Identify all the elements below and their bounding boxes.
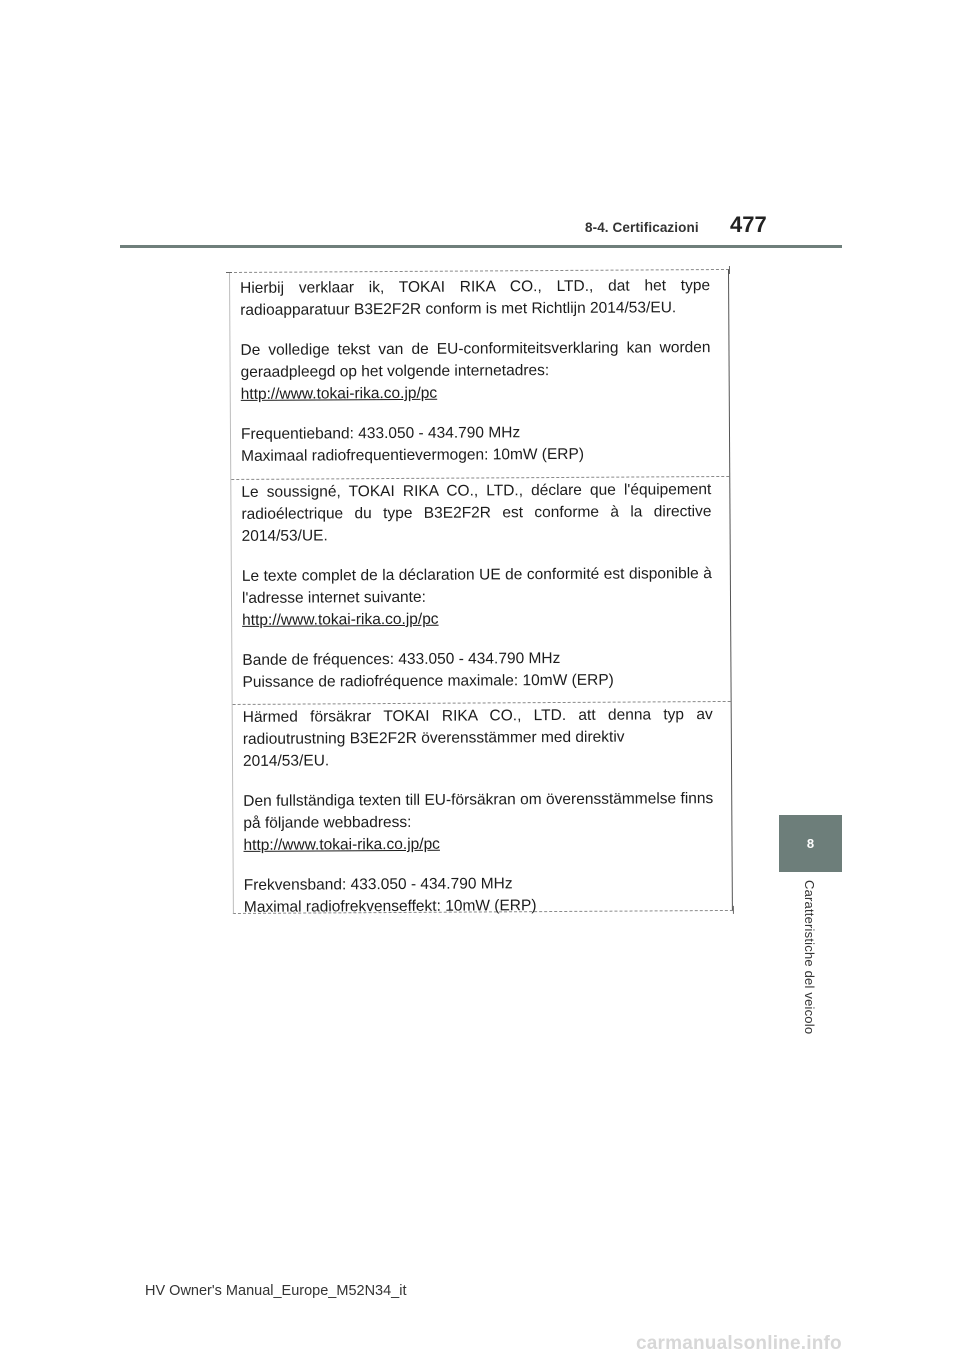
corner-mark [733, 906, 734, 914]
intro-line: Hierbij verklaar ik, TOKAI RIKA CO., LTD., dat het type [240, 277, 711, 297]
full-text-line: l'adresse internet suivante: [241, 588, 426, 607]
manual-identifier: HV Owner's Manual_Europe_M52N34_it [145, 1283, 407, 1299]
declaration-french [231, 479, 730, 694]
intro-line: radioélectrique du type B3E2F2R est conforme à la directive [241, 503, 712, 523]
max-power: Maximaal radiofrequentievermogen: 10mW (ERP) [241, 445, 585, 465]
intro-line: radioapparatuur B3E2F2R conform is met Richtlijn 2014/53/EU. [240, 299, 677, 319]
declaration-swedish [233, 704, 732, 919]
full-text-line: De volledige tekst van de EU-conformiteitsverklaring kan worden [240, 339, 711, 359]
page-number: 477 [730, 212, 767, 237]
declaration-url-link[interactable]: http://www.tokai-rika.co.jp/pc [243, 835, 440, 854]
declaration-url-link[interactable]: http://www.tokai-rika.co.jp/pc [240, 384, 438, 403]
header-rule [120, 245, 842, 248]
intro-paragraph [241, 479, 711, 548]
corner-mark [729, 266, 730, 274]
intro-line: radioutrustning B3E2F2R överensstämmer med direktiv 2014/53/EU. [242, 728, 625, 770]
full-text-paragraph [243, 788, 713, 857]
chapter-title: Caratteristiche del veicolo [802, 880, 817, 1035]
technical-data [241, 421, 711, 468]
frequency-band: Frequentieband: 433.050 - 434.790 MHz [240, 424, 521, 443]
intro-line: Härmed försäkrar TOKAI RIKA CO., LTD. att denna typ av [242, 706, 713, 726]
watermark: carmanualsonline.info [636, 1333, 842, 1354]
chapter-title-container [779, 880, 842, 1060]
full-text-line: Le texte complet de la déclaration UE de conformité est disponible à [241, 565, 712, 585]
corner-mark [226, 272, 232, 273]
chapter-tab[interactable] [779, 815, 842, 872]
intro-line: Le soussigné, TOKAI RIKA CO., LTD., déclare que l'équipement [241, 481, 712, 501]
intro-paragraph [240, 275, 710, 322]
declaration-dutch [230, 275, 729, 468]
technical-data [244, 872, 714, 919]
full-text-line: geraadpleegd op het volgende internetadres: [240, 362, 550, 381]
full-text-paragraph [240, 337, 710, 406]
intro-line: 2014/53/UE. [241, 527, 328, 545]
chapter-number: 8 [806, 836, 815, 851]
declaration-url-link[interactable]: http://www.tokai-rika.co.jp/pc [242, 610, 439, 629]
frequency-band: Frekvensband: 433.050 - 434.790 MHz [243, 875, 513, 894]
technical-data [242, 647, 712, 694]
declaration-of-conformity-box [229, 269, 733, 914]
max-power: Puissance de radiofréquence maximale: 10mW (ERP) [242, 671, 614, 691]
max-power: Maximal radiofrekvenseffekt: 10mW (ERP) [243, 897, 537, 916]
section-label: 8-4. Certificazioni [585, 220, 699, 235]
full-text-line: Den fullständiga texten till EU-försäkran om överensstämmelse finns [243, 790, 714, 810]
frequency-band: Bande de fréquences: 433.050 - 434.790 MHz [242, 649, 561, 669]
full-text-paragraph [242, 563, 712, 632]
full-text-line: på följande webbadress: [243, 813, 412, 832]
intro-paragraph [243, 704, 713, 773]
